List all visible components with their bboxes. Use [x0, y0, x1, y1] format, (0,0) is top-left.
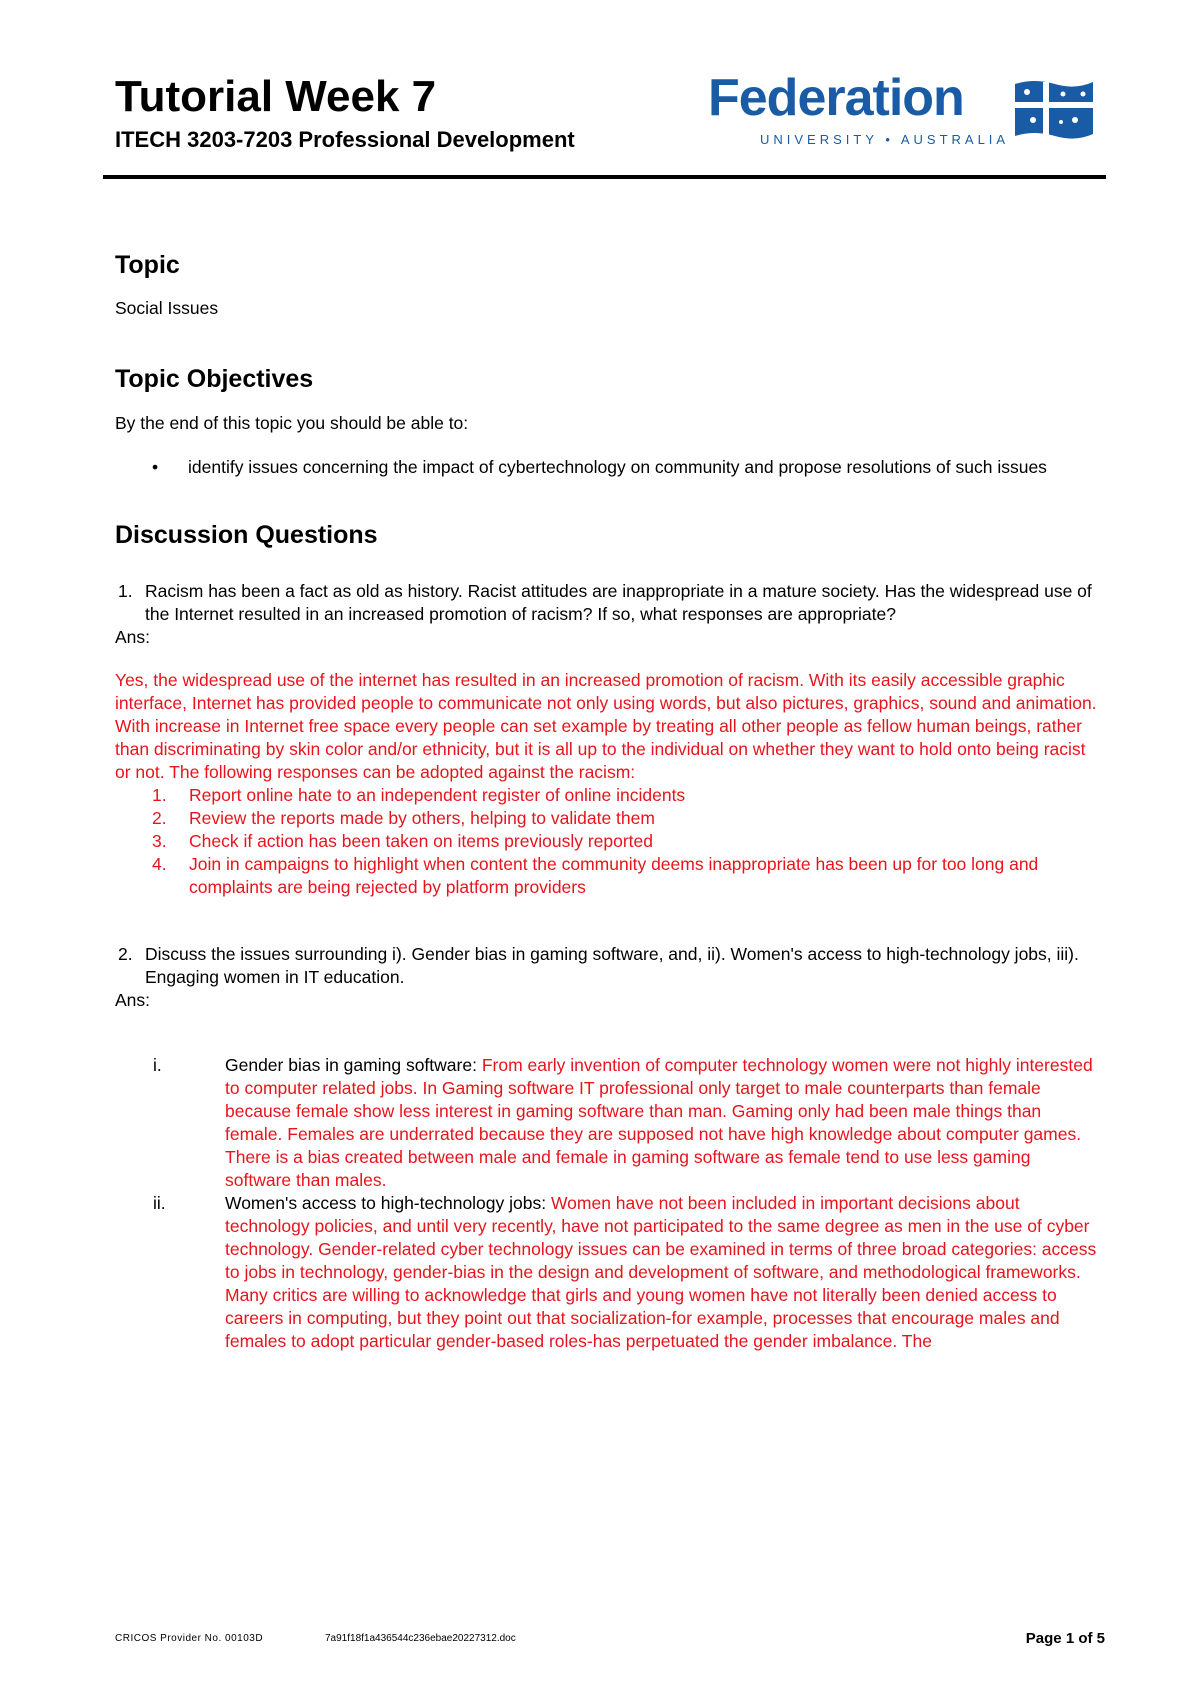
item-number: 4.: [152, 854, 167, 874]
list-item: [115, 830, 1100, 853]
item-text: Review the reports made by others, helping to validate them: [189, 808, 655, 828]
question-number: 1.: [118, 581, 133, 601]
list-item: [115, 853, 1100, 899]
item-number: 1.: [152, 785, 167, 805]
question-text: Racism has been a fact as old as history. Racist attitudes are inappropriate in a mature society. Has the widespread use of the Internet resulted in an increased promotion of racism? If so, what responses are appropriate?: [145, 581, 1092, 624]
list-item: [115, 807, 1100, 830]
page-footer: [115, 1630, 1105, 1653]
responses-list: [115, 784, 1100, 899]
answer-label: Ans:: [115, 627, 151, 647]
document-content: [115, 250, 1100, 1353]
item-text: Join in campaigns to highlight when content the community deems inappropriate has been up for too long and complaints are being rejected by platform providers: [189, 854, 1039, 897]
list-item: [115, 456, 1100, 479]
topic-text: Social Issues: [115, 298, 219, 318]
list-item: [115, 1054, 1100, 1192]
list-item: [115, 784, 1100, 807]
topic-heading: Topic: [115, 251, 180, 279]
question-number: 2.: [118, 944, 133, 964]
objectives-intro: By the end of this topic you should be able to:: [115, 413, 469, 433]
answer-paragraph-1: Yes, the widespread use of the internet has resulted in an increased promotion of racism. With its easily accessible graphic interface, Internet has provided people to communicate not only using words, but also pictures, graphics, sound and animation.: [115, 670, 1097, 713]
bullet-icon: •: [152, 457, 159, 477]
item-label: Gender bias in gaming software:: [225, 1055, 482, 1075]
flag-icon: [1013, 76, 1095, 142]
item-number: i.: [153, 1055, 162, 1075]
item-label: Women's access to high-technology jobs:: [225, 1193, 551, 1213]
item-answer: From early invention of computer technology women were not highly interested to computer related jobs. In Gaming software IT professional only target to male counterparts than female because female show less interest in gaming software than man. Gaming only had been male things than female. Females are underrated because they are supposed not have high knowledge about computer games. There is a bias created between male and female in gaming software as female tend to use less gaming software than males.: [225, 1055, 1093, 1190]
question-1: [115, 580, 1100, 626]
item-text: Check if action has been taken on items previously reported: [189, 831, 654, 851]
item-number: ii.: [153, 1193, 166, 1213]
header-divider: [103, 175, 1106, 179]
objectives-heading: Topic Objectives: [115, 365, 314, 393]
objective-text: identify issues concerning the impact of cybertechnology on community and propose resolutions of such issues: [188, 457, 1047, 477]
issues-list: [115, 1054, 1100, 1353]
item-number: 2.: [152, 808, 167, 828]
question-2: [115, 943, 1100, 989]
item-text: Report online hate to an independent register of online incidents: [189, 785, 686, 805]
answer-label: Ans:: [115, 990, 151, 1010]
cricos-number: CRICOS Provider No. 00103D: [115, 1633, 264, 1644]
list-item: [115, 1192, 1100, 1353]
question-text: Discuss the issues surrounding i). Gender bias in gaming software, and, ii). Women's access to high-technology jobs, iii). Engaging women in IT education.: [145, 944, 1079, 987]
discussion-heading: Discussion Questions: [115, 521, 378, 549]
document-filename: 7a91f18f1a436544c236ebae20227312.doc: [325, 1633, 516, 1644]
answer-paragraph-2: With increase in Internet free space every people can set example by treating all other people as fellow human beings, rather than discriminating by skin color and/or ethnicity, but it is all up to the individual on whether they want to hold onto being racist or not. The following responses can be adopted against the racism:: [115, 716, 1086, 782]
logo-wordmark: Federation: [708, 69, 964, 127]
federation-university-logo: [708, 69, 1096, 154]
course-subtitle: ITECH 3203-7203 Professional Development: [115, 127, 575, 152]
item-number: 3.: [152, 831, 167, 851]
document-title: Tutorial Week 7: [115, 72, 437, 121]
page-number: Page 1 of 5: [1025, 1630, 1105, 1647]
item-answer: Women have not been included in important decisions about technology policies, and until very recently, have not participated to the same degree as men in the use of cyber technology. Gender-related cyber technology issues can be examined in terms of three broad categories: access to jobs in technology, gender-bias in the design and development of software, and methodological frameworks. Many critics are willing to acknowledge that girls and young women have not literally been denied access to careers in computing, but they point out that socialization-for example, processes that encourage males and females to adopt particular gender-based roles-has perpetuated the gender imbalance. The: [225, 1193, 1097, 1351]
logo-tagline: UNIVERSITY • AUSTRALIA: [760, 132, 1010, 147]
objectives-list: [115, 456, 1100, 479]
